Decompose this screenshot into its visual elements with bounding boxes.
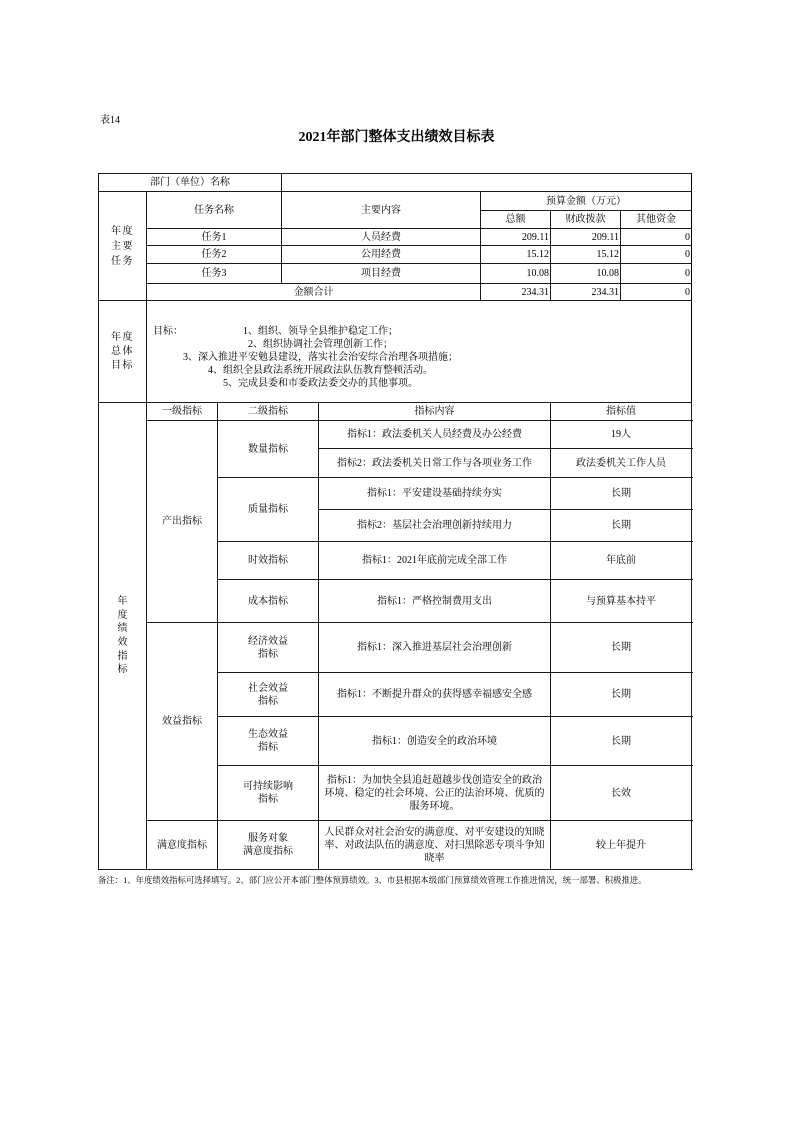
footer-note: 备注：1、年度绩效指标可选择填写。2、部门应公开本部门整体预算绩效。3、市县根据本级部门预算绩效管理工作推进情况，统一部署、积极推进。: [98, 876, 647, 885]
performance-target-table: [98, 173, 692, 870]
task-content: 项目经费: [282, 264, 481, 284]
indicator-row: [99, 623, 692, 673]
indicator-value: 长期: [551, 623, 692, 673]
indicator-value: 19人: [551, 421, 692, 449]
indicator-content: 指标1：2021年底前完成全部工作: [319, 542, 551, 580]
level2-social: [218, 673, 319, 717]
unit-name-label: 部门（单位）名称: [99, 174, 282, 192]
indicator-value-header: 指标值: [551, 403, 692, 421]
indicator-content: 指标1：为加快全县追赶超越步伐创造安全的政治环境、稳定的社会环境、公正的法治环境、优质的服务环境。: [319, 766, 551, 821]
task-content-header: 主要内容: [282, 192, 481, 229]
indicator-content: 指标1：严格控制费用支出: [319, 580, 551, 623]
task-content: 公用经费: [282, 246, 481, 264]
level2-label-line: 数量指标: [248, 443, 288, 455]
unit-row: [99, 174, 692, 192]
budget-fiscal-header: 财政拨款: [551, 211, 621, 229]
indicator-content: 指标1：不断提升群众的获得感幸福感安全感: [319, 673, 551, 717]
task-name: 任务2: [147, 246, 282, 264]
indicator-value: 年底前: [551, 542, 692, 580]
indicator-content-header: 指标内容: [319, 403, 551, 421]
level2-label-line: 时效指标: [248, 555, 288, 566]
indicator-content: 指标2：政法委机关日常工作与各项业务工作: [319, 449, 551, 478]
indicator-value: 长期: [551, 478, 692, 510]
indicator-row: [99, 821, 692, 870]
annual-goals-content: [147, 301, 692, 403]
level2-cost: [218, 580, 319, 623]
task-content: 人员经费: [282, 229, 481, 246]
tasks-section-text: 年度主要任务: [111, 225, 134, 267]
goal-item: 3、深入推进平安勉县建设，落实社会治安综合治理各项措施；: [183, 352, 458, 363]
level1-benefit: 效益指标: [147, 623, 218, 821]
goals-section-label: [99, 301, 147, 403]
indicator-content: 人民群众对社会治安的满意度、对平安建设的知晓率、对政法队伍的满意度、对扫黑除恶专项斗争知晓率: [319, 821, 551, 870]
budget-other-header: 其他资金: [621, 211, 692, 229]
indicator-content: 指标1：政法委机关人员经费及办公经费: [319, 421, 551, 449]
indicator-value: 长期: [551, 510, 692, 542]
task-fiscal: 15.12: [551, 246, 621, 264]
indicator-content: 指标1：创造安全的政治环境: [319, 717, 551, 766]
sum-label: 金额合计: [147, 284, 481, 301]
sum-total: 234.31: [481, 284, 551, 301]
level2-sustainable: [218, 766, 319, 821]
level2-header: 二级指标: [218, 403, 319, 421]
tasks-section-label: [99, 192, 147, 301]
level2-label-line: 生态效益: [248, 729, 288, 740]
table-number: 表14: [100, 115, 120, 126]
indicator-row: [99, 421, 692, 449]
level2-label-line: 成本指标: [248, 595, 288, 607]
level2-timeliness: [218, 542, 319, 580]
task-row: [99, 246, 692, 264]
task-fiscal: 10.08: [551, 264, 621, 284]
sum-fiscal: 234.31: [551, 284, 621, 301]
budget-header: 预算金额（万元）: [481, 192, 692, 211]
goal-item: 4、组织全县政法系统开展政法队伍教育整顿活动。: [208, 365, 433, 376]
task-name: 任务3: [147, 264, 282, 284]
page-title: 2021年部门整体支出绩效目标表: [298, 130, 495, 145]
performance-section-label: [99, 403, 147, 870]
level2-quality: [218, 478, 319, 542]
goal-item: 5、完成县委和市委政法委交办的其他事项。: [223, 378, 418, 389]
indicator-value: 与预算基本持平: [551, 580, 692, 623]
task-total: 209.11: [481, 229, 551, 246]
indicator-value: 政法委机关工作人员: [551, 449, 692, 478]
budget-total-header: 总额: [481, 211, 551, 229]
level2-label-line: 指标: [258, 794, 278, 805]
level2-label-line: 指标: [258, 648, 278, 660]
level2-label-line: 满意度指标: [243, 846, 293, 857]
task-row: [99, 229, 692, 246]
sum-other: 0: [621, 284, 692, 301]
goals-block: [153, 325, 691, 390]
level2-quantity: [218, 421, 319, 478]
indicator-content: 指标1：深入推进基层社会治理创新: [319, 623, 551, 673]
level2-label-line: 服务对象: [248, 833, 288, 844]
level2-label-line: 指标: [258, 695, 278, 707]
level2-label-line: 可持续影响: [243, 781, 293, 792]
task-total: 15.12: [481, 246, 551, 264]
task-sum-row: [99, 284, 692, 301]
task-fiscal: 209.11: [551, 229, 621, 246]
level1-satisfaction: 满意度指标: [147, 821, 218, 870]
indicator-value: 长期: [551, 673, 692, 717]
goals-row: [99, 301, 692, 403]
level2-label-line: 经济效益: [248, 635, 288, 647]
level2-label-line: 质量指标: [248, 504, 288, 515]
task-total: 10.08: [481, 264, 551, 284]
goals-prefix: 目标：: [153, 326, 183, 337]
level1-output: 产出指标: [147, 421, 218, 623]
task-other: 0: [621, 264, 692, 284]
indicator-header-row: [99, 403, 692, 421]
indicator-value: 长效: [551, 766, 692, 821]
task-other: 0: [621, 229, 692, 246]
performance-section-text: 年度绩效指标: [117, 596, 128, 676]
task-other: 0: [621, 246, 692, 264]
level2-ecological: [218, 717, 319, 766]
indicator-content: 指标2：基层社会治理创新持续用力: [319, 510, 551, 542]
indicator-value: 长期: [551, 717, 692, 766]
level1-header: 一级指标: [147, 403, 218, 421]
task-row: [99, 264, 692, 284]
level2-label-line: 社会效益: [248, 682, 288, 694]
level2-economic: [218, 623, 319, 673]
indicator-value: 较上年提升: [551, 821, 692, 870]
goal-item: 1、组织、领导全县维护稳定工作；: [243, 326, 398, 337]
task-name: 任务1: [147, 229, 282, 246]
goal-item: 2、组织协调社会管理创新工作；: [248, 339, 393, 350]
level2-label-line: 指标: [258, 742, 278, 753]
unit-name-value: [282, 174, 692, 192]
level2-service-satisfaction: [218, 821, 319, 870]
goals-section-text: 年度总体目标: [111, 331, 134, 371]
task-name-header: 任务名称: [147, 192, 282, 229]
indicator-content: 指标1：平安建设基础持续夯实: [319, 478, 551, 510]
goals-list: [183, 325, 458, 390]
tasks-header-row: [99, 192, 692, 211]
